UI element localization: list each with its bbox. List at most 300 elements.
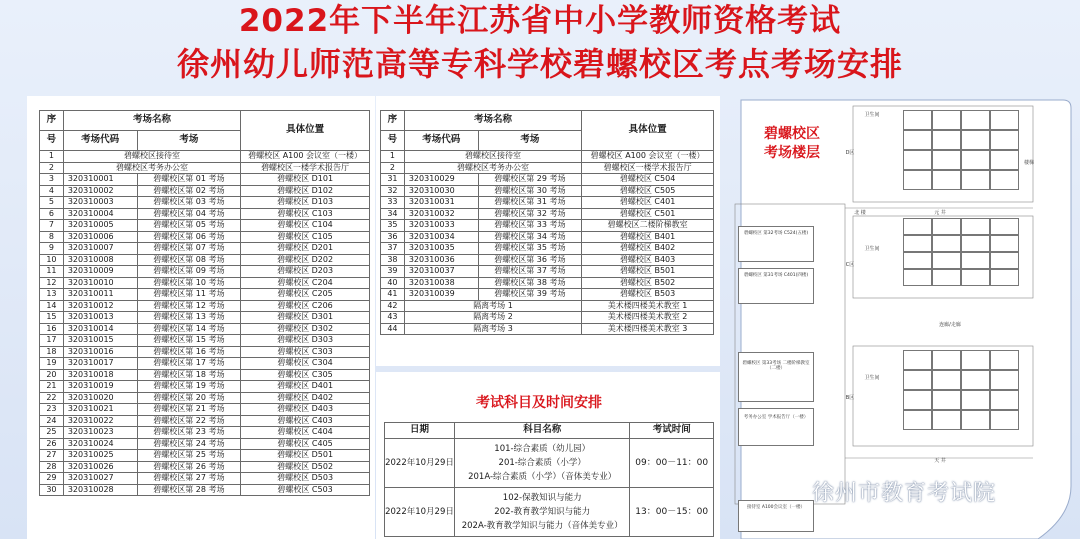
table-row	[40, 289, 370, 301]
room-cell: 碧螺校区第 25 考场	[137, 450, 241, 462]
location-cell: 碧螺校区 C401	[582, 197, 714, 209]
floor-plan-room	[903, 269, 932, 286]
floor-plan-room	[961, 410, 990, 430]
table-row	[40, 220, 370, 232]
room-header: 考场	[478, 131, 582, 151]
room-code-cell: 320310021	[63, 404, 137, 416]
room-code-cell: 320310016	[63, 346, 137, 358]
location-cell: 碧螺校区 C104	[241, 220, 370, 232]
location-cell: 碧螺校区 D403	[241, 404, 370, 416]
schedule-date-header: 日期	[385, 423, 455, 439]
location-cell: 碧螺校区 C103	[241, 208, 370, 220]
seq-cell: 20	[40, 369, 64, 381]
table-row	[40, 208, 370, 220]
location-cell: 碧螺校区 C503	[241, 484, 370, 496]
seq-cell: 1	[381, 151, 405, 163]
seq-cell: 23	[40, 404, 64, 416]
floor-plan-room	[932, 110, 961, 130]
room-code-cell: 320310032	[404, 208, 478, 220]
schedule-row	[385, 488, 714, 537]
room-cell: 碧螺校区第 27 考场	[137, 473, 241, 485]
floor-plan-room	[961, 110, 990, 130]
floor-plan-room	[903, 218, 932, 235]
room-cell: 碧螺校区第 04 考场	[137, 208, 241, 220]
seq-cell: 18	[40, 346, 64, 358]
seq-cell: 22	[40, 392, 64, 404]
subject-item: 102-保教知识与能力	[502, 493, 582, 503]
seq-cell: 44	[381, 323, 405, 335]
floor-plan-room	[932, 130, 961, 150]
seq-cell: 5	[40, 197, 64, 209]
schedule-date: 2022年10月29日	[385, 439, 455, 488]
room-cell: 碧螺校区第 05 考场	[137, 220, 241, 232]
table-row	[40, 461, 370, 473]
seq-cell: 19	[40, 358, 64, 370]
seq-cell: 9	[40, 243, 64, 255]
table-row	[40, 277, 370, 289]
toilet-label: 卫生间	[864, 246, 880, 252]
room-code-cell: 320310014	[63, 323, 137, 335]
room-code-cell: 320310003	[63, 197, 137, 209]
room-cell: 碧螺校区第 09 考场	[137, 266, 241, 278]
table-row	[40, 266, 370, 278]
lecture-room: 碧螺校区 第33考场 二楼阶梯教室（二楼）	[738, 352, 814, 402]
floor-plan-room	[961, 350, 990, 370]
seq-cell: 39	[381, 266, 405, 278]
room-code-cell: 320310038	[404, 277, 478, 289]
subject-item: 202A-教育教学知识与能力（音体美专业）	[461, 521, 623, 531]
garden-label: 元 井	[934, 210, 946, 216]
table-row	[40, 484, 370, 496]
location-cell: 碧螺校区 A100 会议室（一楼）	[582, 151, 714, 163]
subject-item: 202-教育教学知识与能力	[494, 507, 591, 517]
table-row	[40, 450, 370, 462]
location-cell: 碧螺校区一楼学术报告厅	[241, 162, 370, 174]
wing-b-label: B区	[845, 395, 855, 401]
room-code-cell: 320310017	[63, 358, 137, 370]
seq-header-bottom: 号	[40, 131, 64, 151]
table-row	[381, 151, 714, 163]
floor-plan-title-line2: 考场楼层	[764, 145, 820, 161]
location-cell: 碧螺校区 C404	[241, 427, 370, 439]
table-row	[40, 231, 370, 243]
room-cell: 碧螺校区第 19 考场	[137, 381, 241, 393]
table-row	[381, 323, 714, 335]
room-code-cell: 320310030	[404, 185, 478, 197]
room-code-cell: 320310036	[404, 254, 478, 266]
location-cell: 碧螺校区 C405	[241, 438, 370, 450]
room-cell: 碧螺校区第 35 考场	[478, 243, 582, 255]
seq-cell: 42	[381, 300, 405, 312]
room-code-cell: 320310013	[63, 312, 137, 324]
floor-plan-room	[903, 370, 932, 390]
table-row	[40, 438, 370, 450]
room-name-header: 考场名称	[404, 111, 581, 131]
seq-cell: 43	[381, 312, 405, 324]
page-subtitle: 徐州幼儿师范高等专科学校碧螺校区考点考场安排	[176, 45, 903, 83]
toilet-label: 卫生间	[864, 112, 880, 118]
location-cell: 碧螺校区 B402	[582, 243, 714, 255]
wechat-logo-icon	[784, 480, 808, 500]
right-table-panel	[376, 96, 720, 366]
seq-cell: 16	[40, 323, 64, 335]
location-header: 具体位置	[582, 111, 714, 151]
seq-cell: 21	[40, 381, 64, 393]
table-row	[40, 243, 370, 255]
corridor-label: 连廊/走廊	[939, 322, 961, 328]
room-cell: 碧螺校区第 07 考场	[137, 243, 241, 255]
location-cell: 美术楼四楼美术教室 2	[582, 312, 714, 324]
room-cell: 碧螺校区第 23 考场	[137, 427, 241, 439]
seq-cell: 1	[40, 151, 64, 163]
table-row	[40, 404, 370, 416]
location-cell: 碧螺校区 C206	[241, 300, 370, 312]
seq-header-top: 序	[381, 111, 405, 131]
schedule-subjects	[454, 488, 629, 537]
room-cell: 隔离考场 2	[404, 312, 581, 324]
floor-plan-room	[990, 370, 1019, 390]
subject-item: 201A-综合素质（小学）（音体美专业）	[468, 472, 617, 482]
location-cell: 碧螺校区 C303	[241, 346, 370, 358]
floor-plan-room	[932, 410, 961, 430]
location-cell: 碧螺校区 C304	[241, 358, 370, 370]
room-cell: 碧螺校区第 16 考场	[137, 346, 241, 358]
seq-cell: 7	[40, 220, 64, 232]
room-cell: 碧螺校区第 34 考场	[478, 231, 582, 243]
room-cell: 碧螺校区第 28 考场	[137, 484, 241, 496]
seq-cell: 36	[381, 231, 405, 243]
seq-cell: 2	[40, 162, 64, 174]
room-cell: 碧螺校区第 21 考场	[137, 404, 241, 416]
seq-cell: 38	[381, 254, 405, 266]
seq-cell: 34	[381, 208, 405, 220]
wing-c-label: C区	[845, 262, 855, 268]
floor-plan-room	[903, 130, 932, 150]
floor-plan-room	[903, 235, 932, 252]
room-code-cell: 320310008	[63, 254, 137, 266]
page-title: 2022年下半年江苏省中小学教师资格考试	[238, 3, 842, 39]
room-code-header: 考场代码	[404, 131, 478, 151]
schedule-subjects	[454, 439, 629, 488]
seq-cell: 13	[40, 289, 64, 301]
floor-plan-room	[961, 150, 990, 170]
table-row	[40, 381, 370, 393]
seq-cell: 26	[40, 438, 64, 450]
table-row	[381, 266, 714, 278]
room-code-cell: 320310028	[63, 484, 137, 496]
table-row	[40, 323, 370, 335]
room-cell: 碧螺校区接待室	[63, 151, 240, 163]
floor-plan-room	[903, 170, 932, 190]
room-code-cell: 320310026	[63, 461, 137, 473]
room-cell: 碧螺校区第 20 考场	[137, 392, 241, 404]
wing-d-label: D区	[845, 150, 855, 156]
location-cell: 碧螺校区 D301	[241, 312, 370, 324]
table-row	[381, 208, 714, 220]
location-cell: 碧螺校区 C305	[241, 369, 370, 381]
room-cell: 碧螺校区第 17 考场	[137, 358, 241, 370]
floor-plan-room	[990, 110, 1019, 130]
subject-item: 201-综合素质（小学）	[498, 458, 586, 468]
floor-plan-room	[932, 218, 961, 235]
location-cell: 碧螺校区 D103	[241, 197, 370, 209]
seq-cell: 28	[40, 461, 64, 473]
floor-plan-room	[903, 110, 932, 130]
floor-plan-title-line1: 碧螺校区	[764, 126, 820, 142]
room-cell: 碧螺校区第 31 考场	[478, 197, 582, 209]
table-row	[381, 277, 714, 289]
table-row	[40, 254, 370, 266]
floor-plan-room	[990, 130, 1019, 150]
schedule-subject-header: 科目名称	[454, 423, 629, 439]
table-row	[40, 151, 370, 163]
room-cell: 碧螺校区第 08 考场	[137, 254, 241, 266]
location-cell: 碧螺校区 D202	[241, 254, 370, 266]
room-cell: 碧螺校区第 03 考场	[137, 197, 241, 209]
room-code-cell: 320310002	[63, 185, 137, 197]
location-cell: 碧螺校区 D502	[241, 461, 370, 473]
location-cell: 碧螺校区 D501	[241, 450, 370, 462]
reception-room: 接待室 A100会议室（一楼）	[738, 500, 814, 532]
floor-plan-title	[752, 125, 832, 163]
floor-plan-room	[932, 252, 961, 269]
seq-cell: 24	[40, 415, 64, 427]
floor-plan-room	[961, 130, 990, 150]
room-cell: 碧螺校区第 01 考场	[137, 174, 241, 186]
floor-plan-room	[990, 150, 1019, 170]
floor-plan-room	[990, 170, 1019, 190]
table-row	[40, 197, 370, 209]
room-code-cell: 320310034	[404, 231, 478, 243]
floor-plan-room	[990, 350, 1019, 370]
room-code-cell: 320310037	[404, 266, 478, 278]
schedule-date: 2022年10月29日	[385, 488, 455, 537]
table-row	[381, 185, 714, 197]
courtyard-label: 天 井	[934, 458, 946, 464]
floor-plan-room	[932, 170, 961, 190]
location-cell: 美术楼四楼美术教室 1	[582, 300, 714, 312]
seq-cell: 2	[381, 162, 405, 174]
room-name-header: 考场名称	[63, 111, 240, 131]
room-cell: 碧螺校区接待室	[404, 151, 581, 163]
table-row	[40, 185, 370, 197]
location-cell: 碧螺校区 B401	[582, 231, 714, 243]
location-cell: 碧螺校区 D401	[241, 381, 370, 393]
floor-plan-room	[903, 410, 932, 430]
floor-plan-room	[903, 350, 932, 370]
location-cell: 碧螺校区 A100 会议室（一楼）	[241, 151, 370, 163]
room-code-cell: 320310006	[63, 231, 137, 243]
table-row	[40, 174, 370, 186]
room-cell: 碧螺校区第 36 考场	[478, 254, 582, 266]
floor-plan-room	[961, 390, 990, 410]
seq-cell: 6	[40, 208, 64, 220]
seq-cell: 30	[40, 484, 64, 496]
room-code-cell: 320310011	[63, 289, 137, 301]
location-cell: 碧螺校区一楼学术报告厅	[582, 162, 714, 174]
seq-cell: 12	[40, 277, 64, 289]
seq-cell: 37	[381, 243, 405, 255]
room-code-cell: 320310005	[63, 220, 137, 232]
seq-cell: 4	[40, 185, 64, 197]
table-row	[40, 369, 370, 381]
room-cell: 碧螺校区第 10 考场	[137, 277, 241, 289]
location-cell: 碧螺校区 C403	[241, 415, 370, 427]
room-cell: 碧螺校区第 29 考场	[478, 174, 582, 186]
table-row	[381, 162, 714, 174]
location-cell: 碧螺校区 D102	[241, 185, 370, 197]
location-cell: 碧螺校区 B502	[582, 277, 714, 289]
floor-plan-room	[932, 235, 961, 252]
seq-header-top: 序	[40, 111, 64, 131]
room-code-cell: 320310009	[63, 266, 137, 278]
exam-room-table-left	[39, 110, 370, 496]
room-code-cell: 320310012	[63, 300, 137, 312]
floor-plan-room	[932, 350, 961, 370]
room-code-cell: 320310010	[63, 277, 137, 289]
room-code-cell: 320310031	[404, 197, 478, 209]
location-cell: 碧螺校区 B403	[582, 254, 714, 266]
room-code-cell: 320310025	[63, 450, 137, 462]
table-row	[381, 289, 714, 301]
schedule-time: 09：00－11：00	[630, 439, 714, 488]
schedule-row	[385, 439, 714, 488]
table-row	[40, 335, 370, 347]
left-table-panel	[27, 96, 375, 539]
room-code-header: 考场代码	[63, 131, 137, 151]
room-cell: 碧螺校区第 02 考场	[137, 185, 241, 197]
floor-plan-room	[990, 252, 1019, 269]
room-code-cell: 320310019	[63, 381, 137, 393]
room-cell: 碧螺校区第 26 考场	[137, 461, 241, 473]
stairs-label: 楼梯	[1023, 160, 1034, 166]
seq-cell: 29	[40, 473, 64, 485]
location-cell: 碧螺校区 D201	[241, 243, 370, 255]
table-row	[381, 174, 714, 186]
room-code-cell: 320310007	[63, 243, 137, 255]
floor-plan-room	[990, 235, 1019, 252]
schedule-time-header: 考试时间	[630, 423, 714, 439]
floor-plan-room	[990, 218, 1019, 235]
schedule-panel	[376, 372, 720, 539]
floor-plan-room	[932, 269, 961, 286]
schedule-title: 考试科目及时间安排	[476, 395, 602, 411]
floor-plan-room	[990, 269, 1019, 286]
office-room: 考务办公室 学术报告厅（一楼）	[738, 408, 814, 446]
table-row	[40, 358, 370, 370]
room-cell: 碧螺校区第 11 考场	[137, 289, 241, 301]
seq-cell: 27	[40, 450, 64, 462]
table-row	[40, 392, 370, 404]
room-cell: 碧螺校区第 39 考场	[478, 289, 582, 301]
table-row	[40, 415, 370, 427]
location-header: 具体位置	[241, 111, 370, 151]
location-cell: 碧螺校区 D302	[241, 323, 370, 335]
room-cell: 碧螺校区考务办公室	[63, 162, 240, 174]
room-cell: 碧螺校区考务办公室	[404, 162, 581, 174]
room-cell: 碧螺校区第 30 考场	[478, 185, 582, 197]
floor-plan-room	[903, 150, 932, 170]
north-label: 北 楼	[854, 210, 866, 216]
floor-plan-room	[961, 269, 990, 286]
room-cell: 碧螺校区第 37 考场	[478, 266, 582, 278]
exam-room-table-right	[380, 110, 714, 335]
location-cell: 碧螺校区 C505	[582, 185, 714, 197]
location-cell: 碧螺校区 D503	[241, 473, 370, 485]
location-cell: 碧螺校区 C504	[582, 174, 714, 186]
toilet-label: 卫生间	[864, 375, 880, 381]
floor-plan-room	[932, 370, 961, 390]
room-code-cell: 320310029	[404, 174, 478, 186]
room-code-cell: 320310020	[63, 392, 137, 404]
floor-plan-room	[961, 170, 990, 190]
room-code-cell: 320310001	[63, 174, 137, 186]
location-cell: 碧螺校区二楼阶梯教室	[582, 220, 714, 232]
room-cell: 隔离考场 3	[404, 323, 581, 335]
watermark: 徐州市教育考试院	[812, 481, 997, 506]
room-code-cell: 320310027	[63, 473, 137, 485]
table-row	[381, 312, 714, 324]
room-cell: 碧螺校区第 32 考场	[478, 208, 582, 220]
room-code-cell: 320310022	[63, 415, 137, 427]
location-cell: 碧螺校区 C501	[582, 208, 714, 220]
room-cell: 隔离考场 1	[404, 300, 581, 312]
table-row	[381, 220, 714, 232]
room-code-cell: 320310004	[63, 208, 137, 220]
table-row	[40, 312, 370, 324]
room-cell: 碧螺校区第 33 考场	[478, 220, 582, 232]
seq-cell: 35	[381, 220, 405, 232]
floor-plan-room	[961, 252, 990, 269]
room-code-cell: 320310035	[404, 243, 478, 255]
floor-plan-room	[932, 390, 961, 410]
location-cell: 碧螺校区 B503	[582, 289, 714, 301]
room-cell: 碧螺校区第 12 考场	[137, 300, 241, 312]
room-header: 考场	[137, 131, 241, 151]
seq-cell: 25	[40, 427, 64, 439]
room-cell: 碧螺校区第 38 考场	[478, 277, 582, 289]
location-cell: 碧螺校区 C204	[241, 277, 370, 289]
floor-plan-room	[990, 390, 1019, 410]
floor-plan-room	[961, 218, 990, 235]
hall-room: 碧螺校区 第32考场 C524(五楼)	[738, 226, 814, 262]
table-row	[381, 300, 714, 312]
table-row	[40, 346, 370, 358]
room-code-cell: 320310015	[63, 335, 137, 347]
seq-cell: 3	[40, 174, 64, 186]
room-cell: 碧螺校区第 24 考场	[137, 438, 241, 450]
room-code-cell: 320310033	[404, 220, 478, 232]
floor-plan-room	[961, 235, 990, 252]
table-row	[40, 300, 370, 312]
room-cell: 碧螺校区第 18 考场	[137, 369, 241, 381]
seq-cell: 41	[381, 289, 405, 301]
seq-cell: 40	[381, 277, 405, 289]
seq-cell: 33	[381, 197, 405, 209]
seq-cell: 10	[40, 254, 64, 266]
seq-cell: 32	[381, 185, 405, 197]
room-cell: 碧螺校区第 14 考场	[137, 323, 241, 335]
table-row	[381, 243, 714, 255]
seq-cell: 15	[40, 312, 64, 324]
seq-cell: 8	[40, 231, 64, 243]
location-cell: 美术楼四楼美术教室 3	[582, 323, 714, 335]
table-row	[40, 473, 370, 485]
table-row	[381, 254, 714, 266]
room-code-cell: 320310039	[404, 289, 478, 301]
room-cell: 碧螺校区第 22 考场	[137, 415, 241, 427]
location-cell: 碧螺校区 D203	[241, 266, 370, 278]
